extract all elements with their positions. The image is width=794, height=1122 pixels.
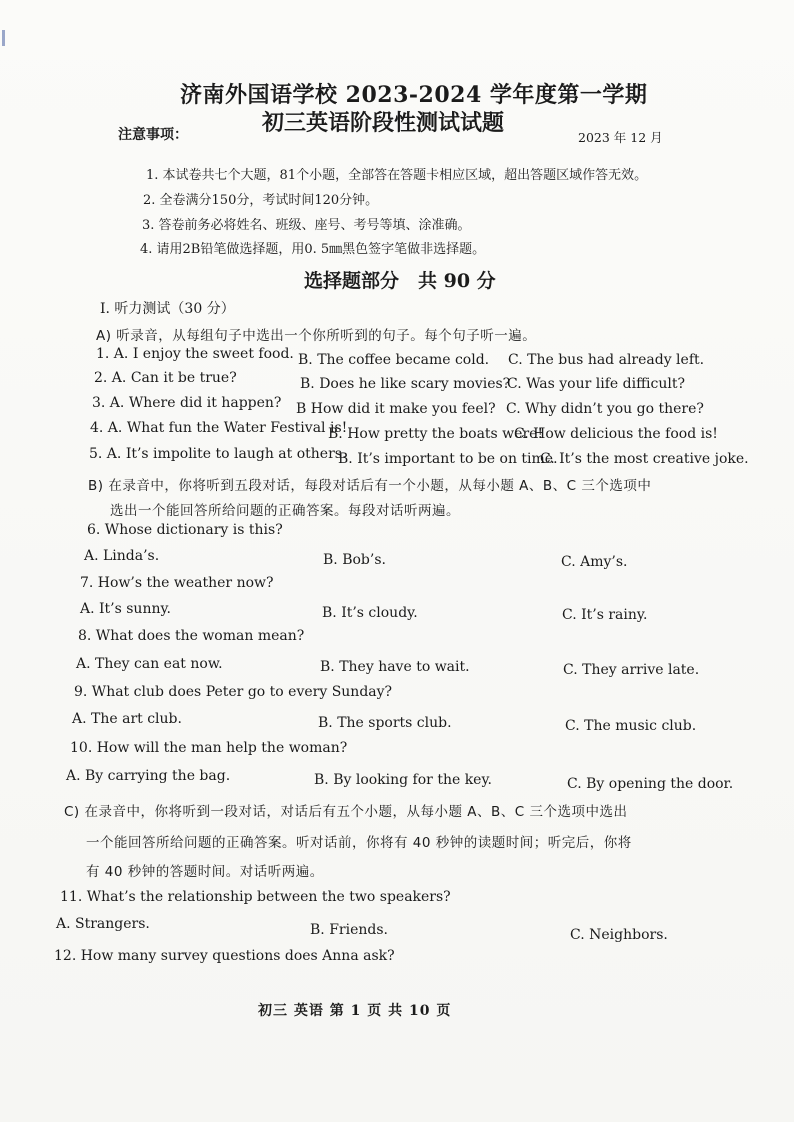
part1-title: Ⅰ. 听力测试（30 分） [100,301,235,317]
scan-edge-mark [2,30,5,46]
exam-title-line1: 济南外国语学校 2023-2024 学年度第一学期 [180,82,648,108]
partC-instruction-line3: 有 40 秒钟的答题时间。对话听两遍。 [86,864,324,880]
partA-instruction: A) 听录音，从每组句子中选出一个你所听到的句子。每个句子听一遍。 [96,328,537,344]
exam-title-line2: 初三英语阶段性测试试题 [262,110,505,136]
question-11: 11. What’s the relationship between the two speakers? [60,889,451,905]
q6-option-a: A. Linda’s. [84,548,160,564]
q3-option-c: C. Why didn’t you go there? [506,401,704,417]
notice-item-1: 1. 本试卷共七个大题，81个小题，全部答在答题卡相应区域，超出答题区域作答无效。 [146,168,648,183]
q10-option-a: A. By carrying the bag. [66,768,231,784]
q9-option-b: B. The sports club. [318,715,452,731]
question-12: 12. How many survey questions does Anna ask? [54,948,395,964]
q3-option-a: 3. A. Where did it happen? [92,395,282,411]
q11-option-a: A. Strangers. [56,916,150,932]
q4-option-c: C. How delicious the food is! [514,426,718,442]
q5-option-c: C. It’s the most creative joke. [540,451,749,467]
q5-option-b: B. It’s important to be on time. [338,451,558,467]
q10-option-c: C. By opening the door. [567,776,734,792]
q2-option-a: 2. A. Can it be true? [94,370,237,386]
exam-date: 2023 年 12 月 [578,130,663,145]
q6-option-c: C. Amy’s. [561,554,628,570]
q3-option-b: B How did it make you feel? [296,401,496,417]
q8-option-a: A. They can eat now. [76,656,223,672]
partC-instruction-line2: 一个能回答所给问题的正确答案。听对话前，你将有 40 秒钟的读题时间；听完后，你将 [86,835,632,851]
page-footer: 初三 英语 第 1 页 共 10 页 [258,1003,452,1019]
partC-instruction-line1: C) 在录音中，你将听到一段对话，对话后有五个小题，从每小题 A、B、C 三个选项中选出 [64,804,628,820]
q11-option-b: B. Friends. [310,922,388,938]
q9-option-c: C. The music club. [565,718,697,734]
partB-instruction-line2: 选出一个能回答所给问题的正确答案。每段对话听两遍。 [110,503,460,519]
partB-instruction-line1: B) 在录音中，你将听到五段对话，每段对话后有一个小题，从每小题 A、B、C 三个选项中 [88,478,652,494]
q8-option-c: C. They arrive late. [563,662,700,678]
notice-item-3: 3. 答卷前务必将姓名、班级、座号、考号等填、涂准确。 [142,218,471,233]
question-8: 8. What does the woman mean? [78,628,305,644]
q8-option-b: B. They have to wait. [320,659,470,675]
notice-item-4: 4. 请用2B铅笔做选择题，用0. 5㎜黑色签字笔做非选择题。 [140,242,486,257]
notice-label: 注意事项： [118,127,188,143]
q1-option-b: B. The coffee became cold. [298,352,490,368]
q1-option-c: C. The bus had already left. [508,352,705,368]
q9-option-a: A. The art club. [72,711,182,727]
q7-option-b: B. It’s cloudy. [322,605,418,621]
question-6: 6. Whose dictionary is this? [87,522,283,538]
q2-option-c: C. Was your life difficult? [507,376,685,392]
q4-option-b: B. How pretty the boats were! [328,426,544,442]
notice-item-2: 2. 全卷满分150分，考试时间120分钟。 [143,193,379,208]
question-7: 7. How’s the weather now? [80,575,274,591]
q6-option-b: B. Bob’s. [323,552,386,568]
q2-option-b: B. Does he like scary movies? [300,376,511,392]
q1-option-a: 1. A. I enjoy the sweet food. [96,346,294,362]
q7-option-a: A. It’s sunny. [80,601,171,617]
q10-option-b: B. By looking for the key. [314,772,492,788]
section-title: 选择题部分 共 90 分 [304,270,496,292]
q7-option-c: C. It’s rainy. [562,607,648,623]
q5-option-a: 5. A. It’s impolite to laugh at others. [89,446,347,462]
q11-option-c: C. Neighbors. [570,927,668,943]
question-9: 9. What club does Peter go to every Sunday? [74,684,393,700]
q4-option-a: 4. A. What fun the Water Festival is! [90,420,348,436]
question-10: 10. How will the man help the woman? [70,740,348,756]
